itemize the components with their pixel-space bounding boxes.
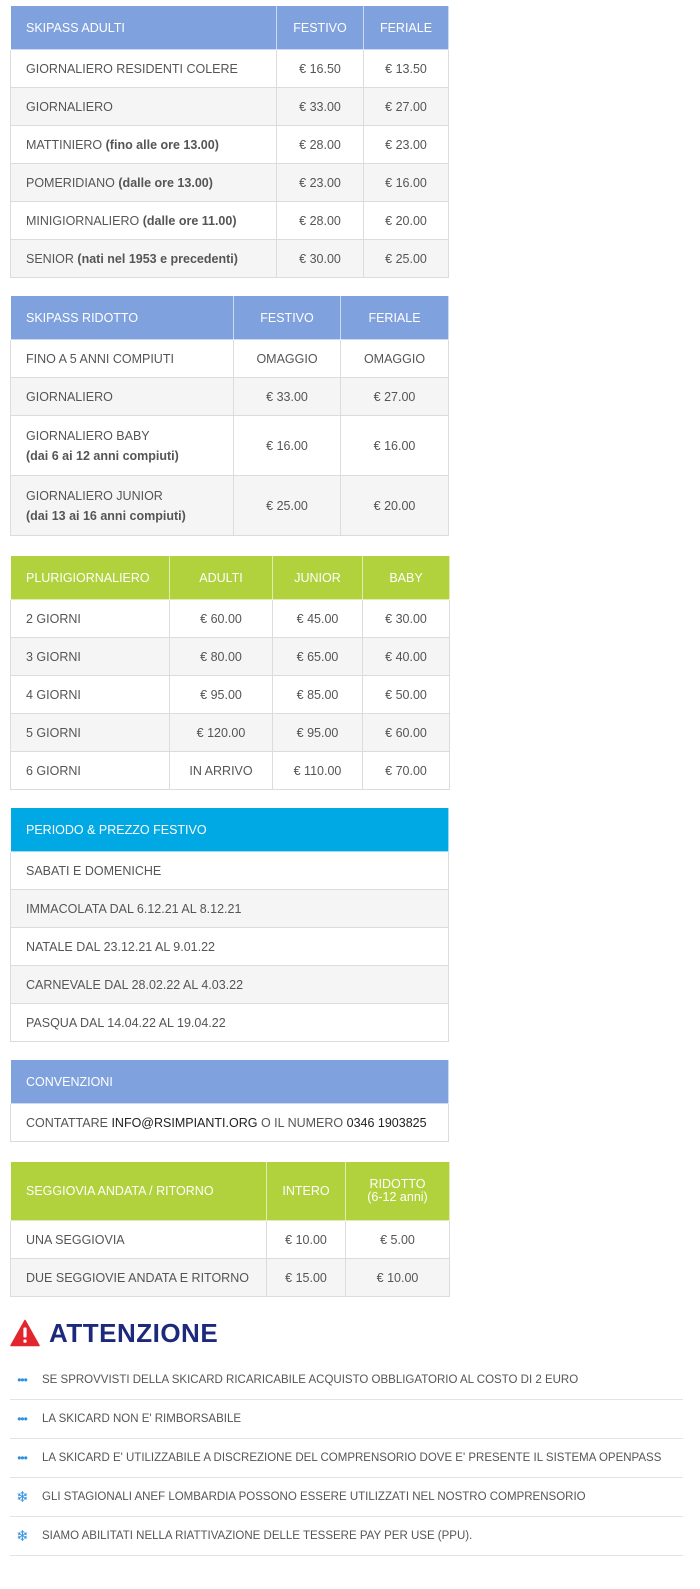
note-text: SE SPROVVISTI DELLA SKICARD RICARICABILE ACQUISTO OBBLIGATORIO AL COSTO DI 2 EURO [42, 1374, 579, 1386]
list-item [10, 1478, 683, 1517]
period-item: SABATI E DOMENICHE [11, 852, 449, 890]
row-label: FINO A 5 ANNI COMPIUTI [11, 340, 234, 378]
row-label: GIORNALIERO [11, 378, 234, 416]
convenzioni-contact [11, 1104, 449, 1142]
header-feriale: FERIALE [364, 6, 449, 50]
period-item: IMMACOLATA DAL 6.12.21 AL 8.12.21 [11, 890, 449, 928]
price-festivo: € 16.50 [277, 50, 364, 88]
table-row [11, 378, 449, 416]
table-row [11, 240, 449, 278]
header-ridotto-label: RIDOTTO [369, 1177, 426, 1191]
row-label [11, 50, 277, 88]
header-skipass-adulti: SKIPASS ADULTI [11, 6, 277, 50]
header-festivo: FESTIVO [277, 6, 364, 50]
row-label-text: MATTINIERO [26, 137, 103, 152]
price-junior: € 85.00 [273, 676, 363, 714]
row-label-text: GIORNALIERO BABY [26, 428, 150, 443]
row-label: 6 GIORNI [11, 752, 170, 790]
row-label [11, 164, 277, 202]
row-label-text: POMERIDIANO [26, 175, 115, 190]
periodo-festivo-table [10, 807, 449, 1042]
table-row [11, 1104, 449, 1142]
row-note: (dai 13 ai 16 anni compiuti) [26, 508, 186, 523]
table-header-row [11, 1060, 449, 1104]
dots-icon: ••• [17, 1412, 27, 1426]
row-note: (fino alle ore 13.00) [105, 137, 219, 152]
row-note: (dai 6 ai 12 anni compiuti) [26, 448, 179, 463]
contact-text-2: O IL NUMERO [260, 1115, 344, 1130]
price-adulti: IN ARRIVO [170, 752, 273, 790]
row-label: 4 GIORNI [11, 676, 170, 714]
list-item [10, 1361, 683, 1400]
price-baby: € 30.00 [363, 600, 450, 638]
table-row [11, 164, 449, 202]
price-festivo: € 33.00 [234, 378, 341, 416]
header-convenzioni: CONVENZIONI [11, 1060, 449, 1104]
price-feriale: € 23.00 [364, 126, 449, 164]
row-label [11, 476, 234, 536]
price-baby: € 70.00 [363, 752, 450, 790]
price-adulti: € 120.00 [170, 714, 273, 752]
seggiovia-table [10, 1161, 450, 1297]
row-label: DUE SEGGIOVIE ANDATA E RITORNO [11, 1259, 267, 1297]
price-baby: € 40.00 [363, 638, 450, 676]
table-row [11, 1259, 450, 1297]
price-festivo: € 23.00 [277, 164, 364, 202]
dots-icon: ••• [17, 1373, 27, 1387]
skipass-adulti-table [10, 5, 449, 278]
attenzione-list [10, 1361, 683, 1556]
price-feriale: € 20.00 [364, 202, 449, 240]
table-row [11, 928, 449, 966]
price-baby: € 50.00 [363, 676, 450, 714]
row-label-text: GIORNALIERO JUNIOR [26, 488, 163, 503]
contact-text-1: CONTATTARE [26, 1115, 108, 1130]
header-baby: BABY [363, 556, 450, 600]
price-feriale: € 25.00 [364, 240, 449, 278]
price-festivo: € 25.00 [234, 476, 341, 536]
table-row [11, 966, 449, 1004]
header-adulti: ADULTI [170, 556, 273, 600]
table-row [11, 340, 449, 378]
header-skipass-ridotto: SKIPASS RIDOTTO [11, 296, 234, 340]
table-row [11, 752, 450, 790]
table-header-row [11, 808, 449, 852]
note-text: LA SKICARD NON E' RIMBORSABILE [42, 1413, 242, 1425]
contact-email-link[interactable]: INFO@RSIMPIANTI.ORG [111, 1115, 258, 1130]
note-text: GLI STAGIONALI ANEF LOMBARDIA POSSONO ESSERE UTILIZZATI NEL NOSTRO COMPRENSORIO [42, 1491, 586, 1503]
note-text: LA SKICARD E' UTILIZZABILE A DISCREZIONE DEL COMPRENSORIO DOVE E' PRESENTE IL SISTEMA OPENPASS [42, 1452, 662, 1464]
table-row [11, 126, 449, 164]
header-ridotto-age: (6-12 anni) [367, 1190, 428, 1204]
price-junior: € 45.00 [273, 600, 363, 638]
price-adulti: € 95.00 [170, 676, 273, 714]
price-feriale: € 16.00 [364, 164, 449, 202]
price-festivo: € 28.00 [277, 126, 364, 164]
period-item: CARNEVALE DAL 28.02.22 AL 4.03.22 [11, 966, 449, 1004]
table-header-row [11, 6, 449, 50]
header-seggiovia: SEGGIOVIA ANDATA / RITORNO [11, 1162, 267, 1221]
list-item [10, 1517, 683, 1556]
price-ridotto: € 10.00 [346, 1259, 450, 1297]
price-adulti: € 60.00 [170, 600, 273, 638]
table-row [11, 600, 450, 638]
price-intero: € 10.00 [267, 1221, 346, 1259]
table-row [11, 1221, 450, 1259]
table-header-row [11, 1162, 450, 1221]
header-intero: INTERO [267, 1162, 346, 1221]
price-festivo: € 28.00 [277, 202, 364, 240]
price-feriale: € 16.00 [341, 416, 449, 476]
header-ridotto [346, 1162, 450, 1221]
header-plurigiornaliero: PLURIGIORNALIERO [11, 556, 170, 600]
row-label: 3 GIORNI [11, 638, 170, 676]
table-row [11, 476, 449, 536]
table-row [11, 416, 449, 476]
price-feriale: OMAGGIO [341, 340, 449, 378]
header-feriale: FERIALE [341, 296, 449, 340]
table-row [11, 50, 449, 88]
row-label [11, 126, 277, 164]
price-ridotto: € 5.00 [346, 1221, 450, 1259]
list-item [10, 1400, 683, 1439]
price-feriale: € 13.50 [364, 50, 449, 88]
table-row [11, 202, 449, 240]
row-label-text: GIORNALIERO [26, 99, 113, 114]
row-note: (nati nel 1953 e precedenti) [77, 251, 238, 266]
note-text: SIAMO ABILITATI NELLA RIATTIVAZIONE DELLE TESSERE PAY PER USE (PPU). [42, 1530, 473, 1542]
price-festivo: € 30.00 [277, 240, 364, 278]
price-feriale: € 27.00 [341, 378, 449, 416]
row-label-text: SENIOR [26, 251, 74, 266]
snowflake-icon: ❄ [16, 1528, 28, 1545]
price-feriale: € 27.00 [364, 88, 449, 126]
table-header-row [11, 556, 450, 600]
row-label [11, 88, 277, 126]
price-baby: € 60.00 [363, 714, 450, 752]
table-row [11, 852, 449, 890]
price-adulti: € 80.00 [170, 638, 273, 676]
row-label-text: MINIGIORNALIERO [26, 213, 140, 228]
table-row [11, 88, 449, 126]
price-festivo: € 16.00 [234, 416, 341, 476]
contact-phone: 0346 1903825 [346, 1115, 427, 1130]
price-junior: € 65.00 [273, 638, 363, 676]
row-label [11, 416, 234, 476]
price-junior: € 110.00 [273, 752, 363, 790]
header-periodo-festivo: PERIODO & PREZZO FESTIVO [11, 808, 449, 852]
price-junior: € 95.00 [273, 714, 363, 752]
table-row [11, 890, 449, 928]
price-festivo: € 33.00 [277, 88, 364, 126]
row-label [11, 202, 277, 240]
row-label: 2 GIORNI [11, 600, 170, 638]
attenzione-heading [10, 1316, 218, 1350]
plurigiornaliero-table [10, 555, 450, 790]
price-festivo: OMAGGIO [234, 340, 341, 378]
period-item: PASQUA DAL 14.04.22 AL 19.04.22 [11, 1004, 449, 1042]
table-row [11, 714, 450, 752]
row-label-text: GIORNALIERO RESIDENTI COLERE [26, 61, 238, 76]
table-row [11, 638, 450, 676]
row-note: (dalle ore 11.00) [142, 213, 237, 228]
table-header-row [11, 296, 449, 340]
period-item: NATALE DAL 23.12.21 AL 9.01.22 [11, 928, 449, 966]
warning-triangle-icon [10, 1319, 40, 1347]
skipass-ridotto-table [10, 295, 449, 536]
table-row [11, 1004, 449, 1042]
price-feriale: € 20.00 [341, 476, 449, 536]
row-label [11, 240, 277, 278]
header-festivo: FESTIVO [234, 296, 341, 340]
dots-icon: ••• [17, 1451, 27, 1465]
list-item [10, 1439, 683, 1478]
row-label: UNA SEGGIOVIA [11, 1221, 267, 1259]
row-note: (dalle ore 13.00) [118, 175, 213, 190]
convenzioni-table [10, 1059, 449, 1142]
header-junior: JUNIOR [273, 556, 363, 600]
table-row [11, 676, 450, 714]
attenzione-title: ATTENZIONE [49, 1317, 219, 1348]
price-intero: € 15.00 [267, 1259, 346, 1297]
row-label: 5 GIORNI [11, 714, 170, 752]
snowflake-icon: ❄ [16, 1489, 28, 1506]
